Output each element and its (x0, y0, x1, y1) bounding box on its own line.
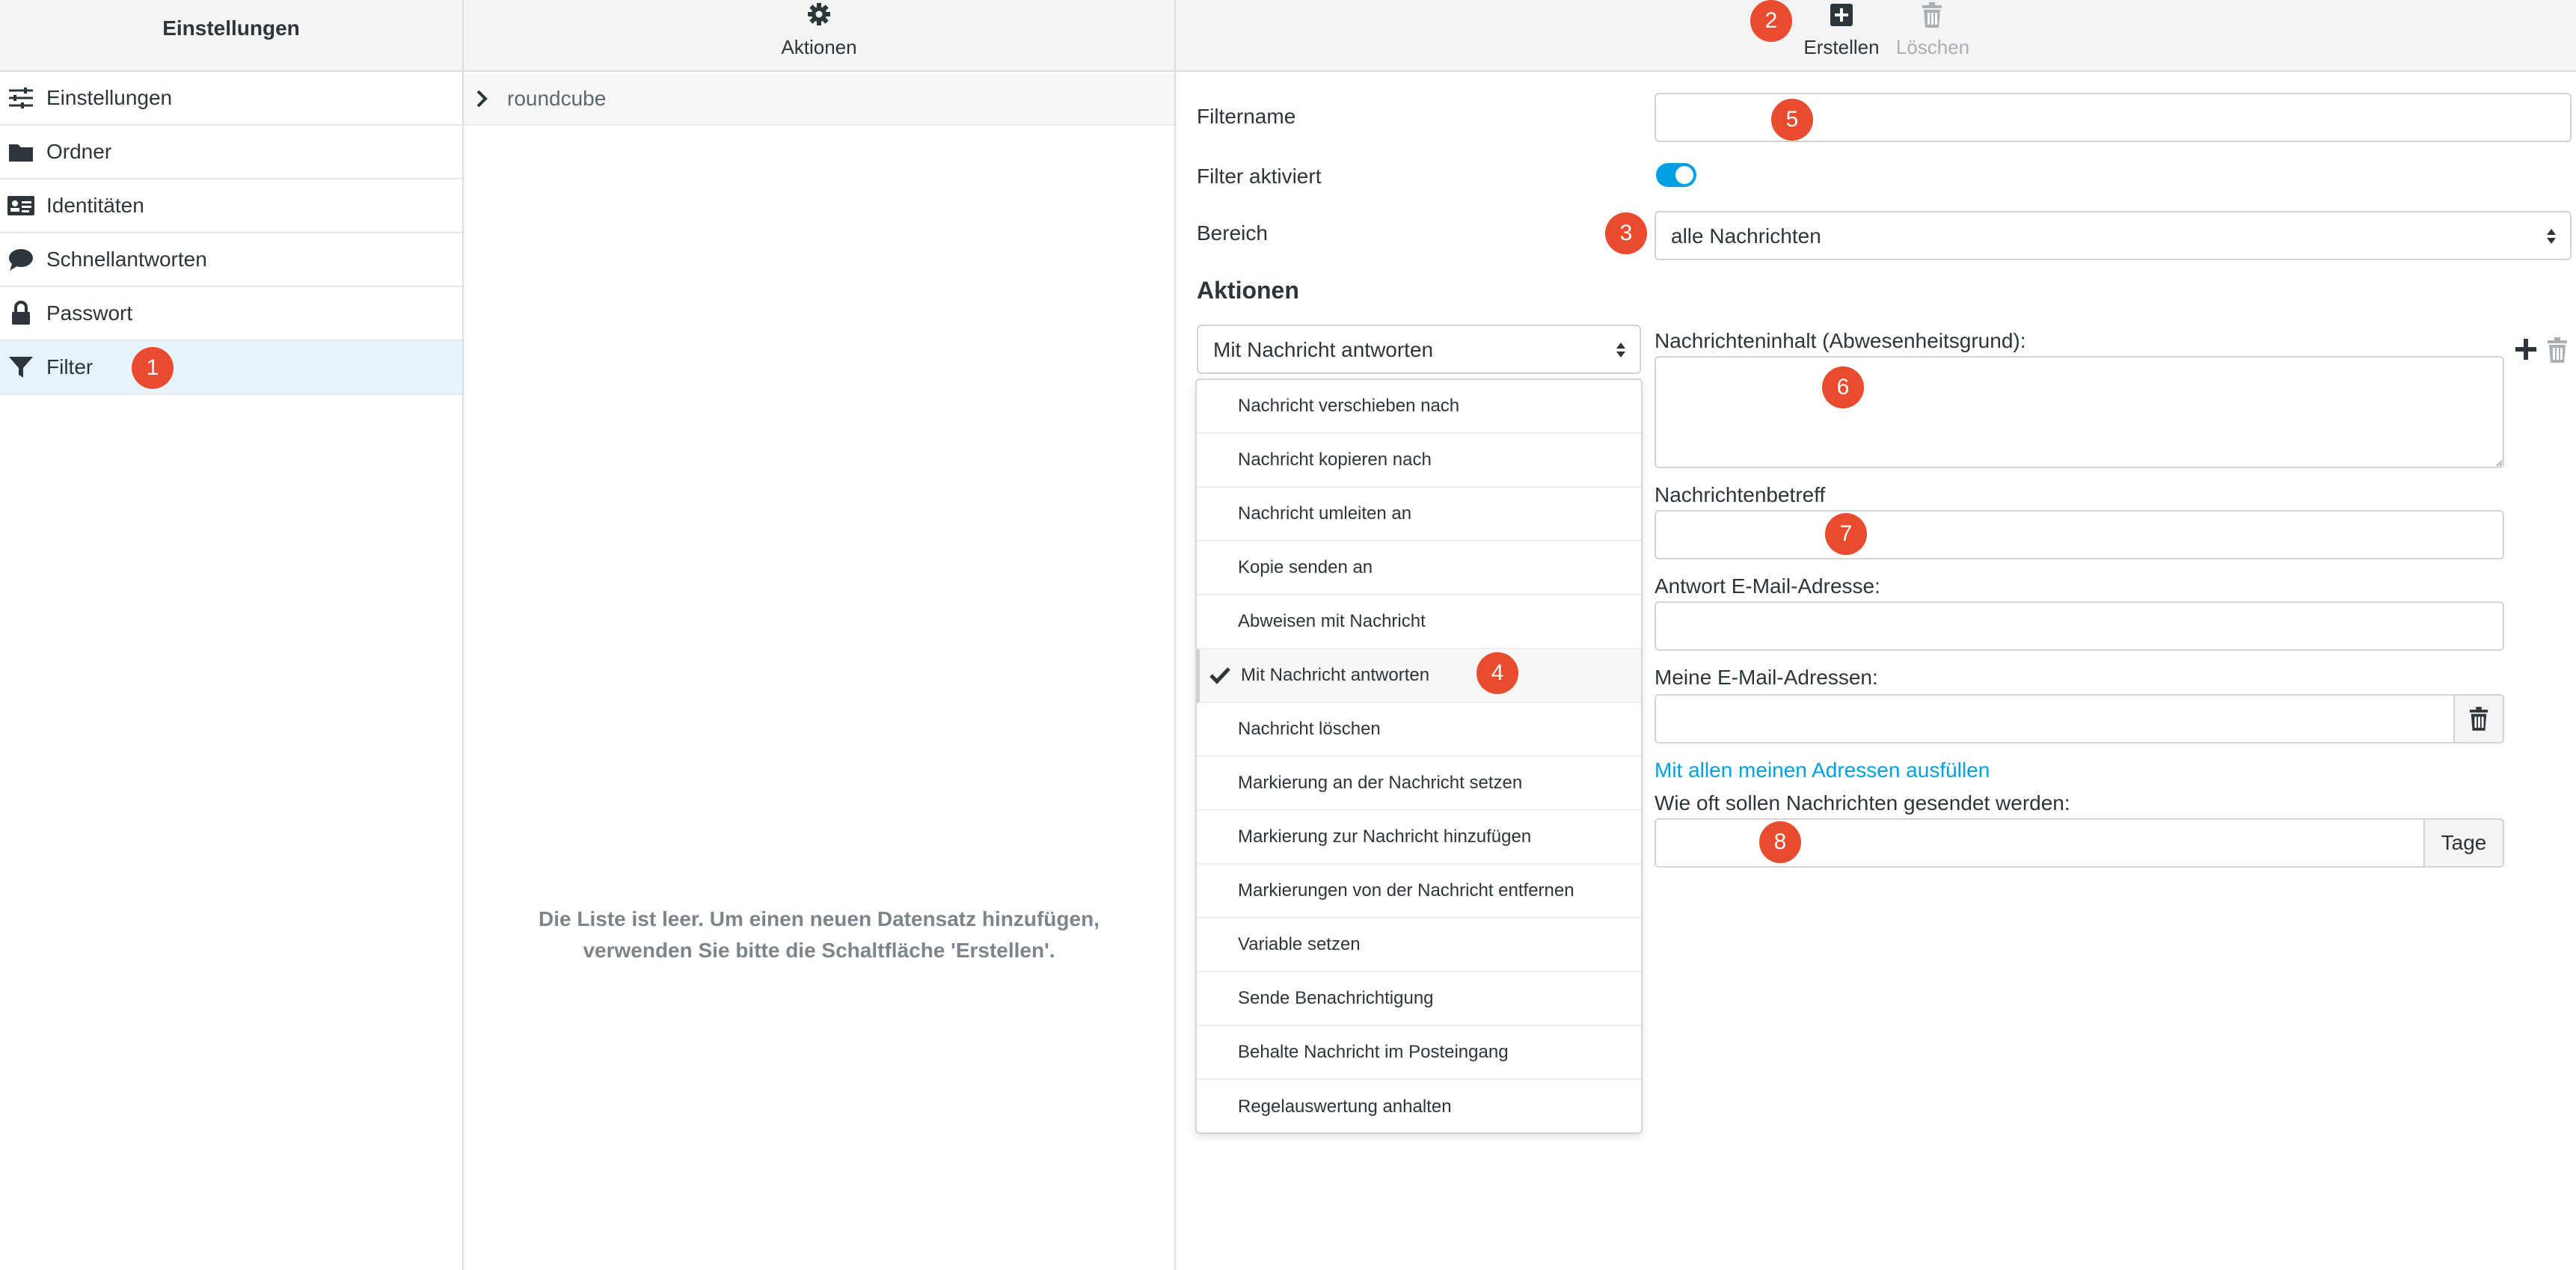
scope-select[interactable] (1655, 211, 2572, 260)
clear-addresses-button[interactable] (2453, 694, 2504, 743)
sidebar-item-label: Identitäten (46, 194, 144, 217)
filterset-row[interactable] (464, 73, 1174, 126)
action-option[interactable]: Nachricht kopieren nach (1197, 434, 1641, 488)
action-option[interactable]: Variable setzen (1197, 918, 1641, 972)
action-option[interactable]: Nachricht umleiten an (1197, 488, 1641, 542)
days-label: Tage (2441, 831, 2487, 854)
trash-icon (2468, 706, 2489, 731)
toggle-knob (1675, 166, 1693, 184)
gear-icon[interactable] (806, 1, 833, 28)
filterset-header (464, 0, 1174, 72)
empty-list-line-2: verwenden Sie bitte die Schaltfläche 'Erstellen'. (583, 939, 1055, 962)
empty-list-message (464, 904, 1174, 966)
action-option[interactable]: Abweisen mit Nachricht (1197, 595, 1641, 649)
annotation-badge-5: 5 (1771, 99, 1813, 141)
action-option[interactable]: Kopie senden an (1197, 542, 1641, 595)
scope-label: Bereich (1197, 221, 1268, 245)
empty-list-line-1: Die Liste ist leer. Um einen neuen Datensatz hinzufügen, (539, 907, 1100, 930)
my-addresses-label: Meine E-Mail-Adressen: (1655, 666, 1878, 689)
delete-button[interactable] (1888, 0, 1978, 69)
sidebar-item-label: Filter (46, 355, 93, 378)
sidebar-item-label: Ordner (46, 140, 112, 163)
actions-heading: Aktionen (1197, 277, 1299, 304)
message-body-label: Nachrichteninhalt (Abwesenheitsgrund): (1655, 329, 2026, 352)
sidebar-item-label: Einstellungen (46, 86, 173, 109)
annotation-badge-4: 4 (1476, 652, 1518, 694)
create-button[interactable] (1797, 0, 1886, 69)
action-option[interactable]: Markierung zur Nachricht hinzufügen (1197, 811, 1641, 865)
filter-enabled-label: Filter aktiviert (1197, 165, 1322, 188)
action-type-select[interactable] (1197, 325, 1641, 374)
message-body-textarea[interactable] (1655, 356, 2504, 468)
subject-label: Nachrichtenbetreff (1655, 483, 1826, 506)
annotation-badge-1: 1 (132, 347, 174, 389)
action-option[interactable]: Behalte Nachricht im Posteingang (1197, 1026, 1641, 1080)
action-option[interactable]: Nachricht löschen (1197, 703, 1641, 757)
delete-label: Löschen (1895, 36, 1970, 58)
sidebar-item-identitaeten[interactable] (0, 180, 462, 233)
id-card-icon (6, 191, 36, 221)
action-option-selected[interactable]: Mit Nachricht antworten (1197, 649, 1641, 703)
action-option[interactable]: Sende Benachrichtigung (1197, 972, 1641, 1026)
filterset-name: roundcube (507, 87, 607, 110)
remove-action-trash-icon[interactable] (2546, 337, 2569, 363)
select-arrows-icon (1616, 341, 1626, 359)
create-label: Erstellen (1803, 36, 1880, 58)
sliders-icon (6, 83, 36, 113)
action-option[interactable]: Markierung an der Nachricht setzen (1197, 757, 1641, 811)
days-unit-addon (2423, 818, 2504, 868)
add-action-plus-icon[interactable] (2515, 338, 2537, 361)
sidebar-item-label: Passwort (46, 301, 133, 325)
checkmark-icon (1209, 666, 1231, 685)
reply-address-input[interactable] (1655, 601, 2504, 651)
annotation-badge-8: 8 (1759, 821, 1801, 863)
trash-icon (1921, 1, 1943, 28)
sidebar-item-passwort[interactable] (0, 287, 462, 341)
sidebar-item-schnellantworten[interactable] (0, 233, 462, 287)
select-arrows-icon (2546, 227, 2557, 245)
annotation-badge-7: 7 (1825, 513, 1867, 555)
action-select-value: Mit Nachricht antworten (1213, 338, 1434, 361)
column-divider (1174, 0, 1176, 1270)
filter-enabled-toggle[interactable] (1656, 163, 1696, 187)
sidebar-item-einstellungen[interactable] (0, 72, 462, 126)
plus-square-icon (1830, 3, 1853, 27)
annotation-badge-3: 3 (1605, 212, 1647, 254)
speech-bubble-icon (6, 245, 36, 274)
action-option[interactable]: Markierungen von der Nachricht entfernen (1197, 865, 1641, 918)
frequency-label: Wie oft sollen Nachrichten gesendet werden: (1655, 791, 2070, 815)
action-option[interactable]: Nachricht verschieben nach (1197, 380, 1641, 434)
sidebar-header (0, 0, 462, 72)
content-header (1176, 0, 2576, 72)
lock-icon (6, 298, 36, 328)
reply-address-label: Antwort E-Mail-Adresse: (1655, 574, 1880, 598)
annotation-badge-2: 2 (1750, 0, 1792, 42)
chevron-right-icon[interactable] (476, 90, 488, 108)
column-divider (462, 0, 464, 1270)
my-addresses-input[interactable] (1655, 694, 2455, 743)
sidebar-item-filter[interactable] (0, 341, 462, 395)
filtername-label: Filtername (1197, 105, 1296, 128)
scope-select-value: alle Nachrichten (1671, 224, 1821, 248)
sidebar-item-ordner[interactable] (0, 126, 462, 180)
sidebar-title: Einstellungen (162, 16, 300, 40)
folder-icon (6, 137, 36, 167)
funnel-icon (6, 352, 36, 382)
annotation-badge-6: 6 (1822, 366, 1864, 408)
sidebar-item-label: Schnellantworten (46, 248, 207, 271)
fill-my-addresses-link[interactable]: Mit allen meinen Adressen ausfüllen (1655, 758, 1990, 782)
subject-input[interactable] (1655, 510, 2504, 559)
action-option[interactable]: Regelauswertung anhalten (1238, 1096, 1452, 1117)
actions-menu-button[interactable]: Aktionen (781, 36, 857, 58)
